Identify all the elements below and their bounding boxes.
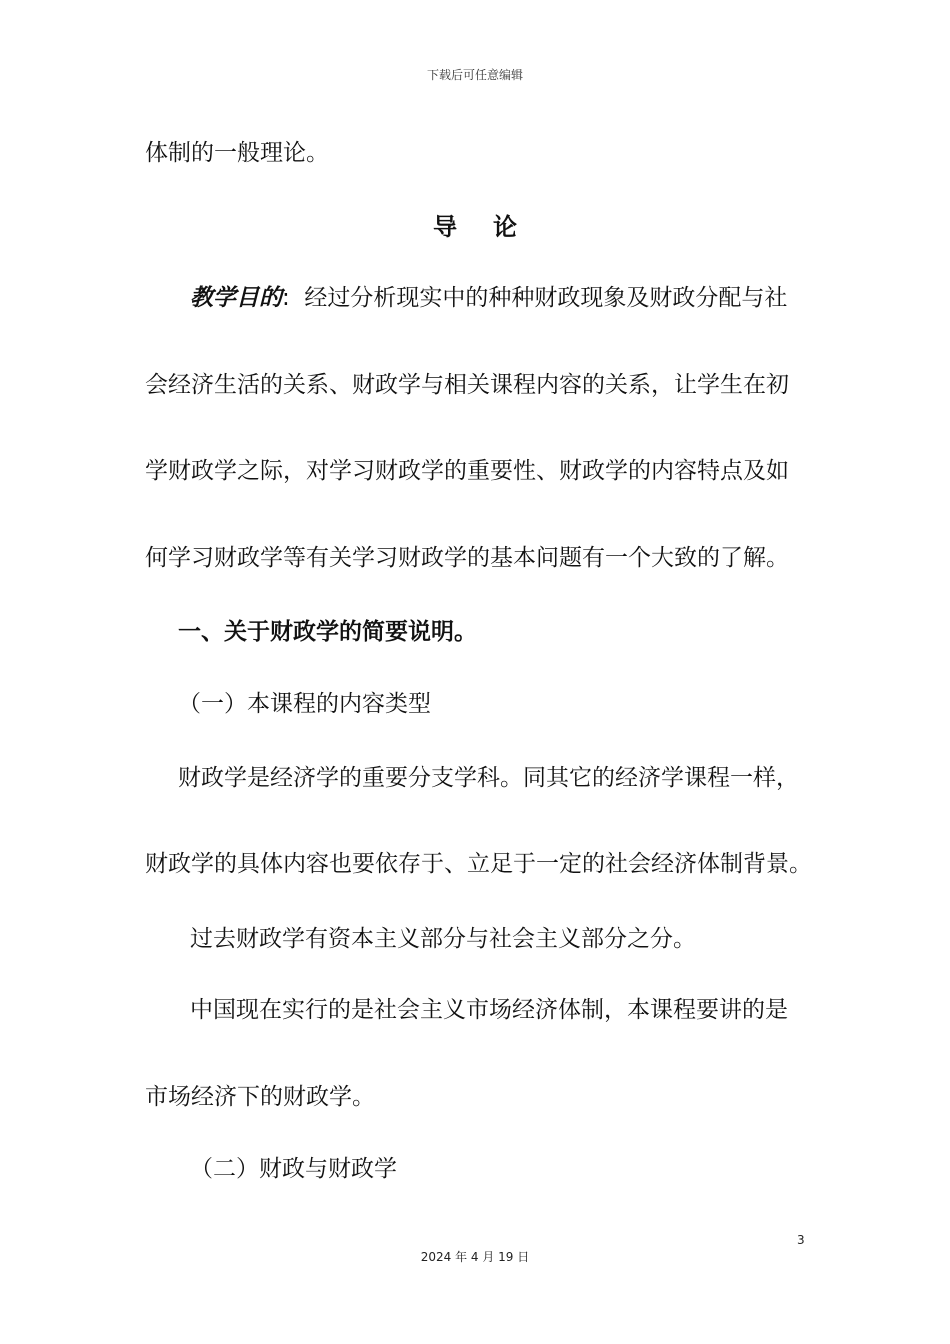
subsection-heading: （一）本课程的内容类型 [178, 691, 431, 717]
text-line: 体制的一般理论。 [145, 140, 329, 166]
text-line: 何学习财政学等有关学习财政学的基本问题有一个大致的了解。 [145, 545, 789, 571]
chapter-title: 导论 [433, 213, 553, 241]
page-number: 3 [797, 1233, 805, 1247]
text-line: 学财政学之际，对学习财政学的重要性、财政学的内容特点及如 [145, 458, 789, 484]
text-line: 会经济生活的关系、财政学与相关课程内容的关系，让学生在初 [145, 372, 789, 398]
text-line: 中国现在实行的是社会主义市场经济体制，本课程要讲的是 [190, 997, 788, 1023]
text-line: 财政学是经济学的重要分支学科。同其它的经济学课程一样， [178, 765, 799, 791]
teaching-goal-text: 经过分析现实中的种种财政现象及财政分配与社 [304, 285, 788, 311]
text-line: 市场经济下的财政学。 [145, 1084, 375, 1110]
text-line: 过去财政学有资本主义部分与社会主义部分之分。 [190, 926, 696, 952]
subsection-heading: （二）财政与财政学 [190, 1156, 397, 1182]
teaching-goal-colon: : [282, 285, 290, 311]
page-footer-date: 2024 年 4 月 19 日 [420, 1250, 530, 1264]
page-header: 下载后可任意编辑 [426, 68, 523, 82]
section-heading: 一、关于财政学的简要说明。 [178, 619, 477, 645]
text-line: 财政学的具体内容也要依存于、立足于一定的社会经济体制背景。 [145, 851, 812, 877]
teaching-goal-label: 教学目的 [190, 285, 282, 311]
teaching-goal-line [190, 282, 787, 314]
